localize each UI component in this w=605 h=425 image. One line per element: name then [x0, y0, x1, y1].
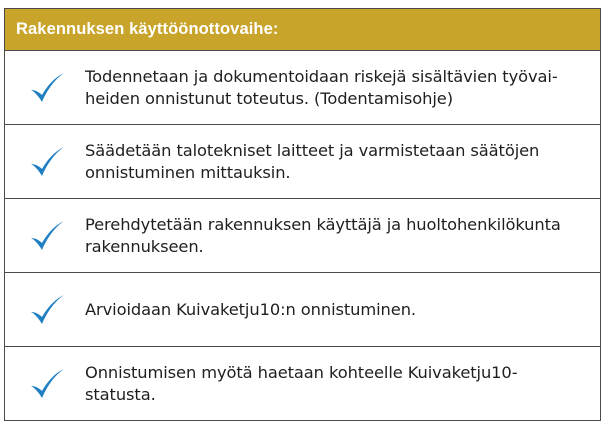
checklist-item-line: Todennetaan ja dokumentoidaan riskejä sisältävien työvai-	[85, 66, 558, 86]
checklist-item-line: rakennukseen.	[85, 236, 204, 256]
checkmark-icon	[27, 216, 67, 256]
checklist-item-text	[85, 362, 585, 406]
checklist-item	[5, 272, 600, 346]
checklist-item-line: Säädetään talotekniset laitteet ja varmistetaan säätöjen	[85, 140, 540, 160]
checklist-item-line: Onnistumisen myötä haetaan kohteelle Kuivaketju10-	[85, 362, 518, 382]
checklist-item	[5, 124, 600, 198]
checklist-item-line: onnistuminen mittauksin.	[85, 162, 291, 182]
checklist-item-text	[85, 140, 585, 184]
checklist-item-text	[85, 214, 585, 258]
checklist-item-text	[85, 299, 585, 321]
checkmark-icon	[27, 364, 67, 404]
checklist-item-line: statusta.	[85, 384, 156, 404]
checkmark-icon	[27, 68, 67, 108]
checklist-item	[5, 50, 600, 124]
checkmark-icon	[27, 142, 67, 182]
checklist-item-line: heiden onnistunut toteutus. (Todentamisohje)	[85, 88, 453, 108]
checklist-item	[5, 198, 600, 272]
checklist-item	[5, 346, 600, 420]
checkmark-icon	[27, 290, 67, 330]
checklist-item-line: Perehdytetään rakennuksen käyttäjä ja huoltohenkilökunta	[85, 214, 561, 234]
checklist-item-text	[85, 66, 585, 110]
checklist-item-line: Arvioidaan Kuivaketju10:n onnistuminen.	[85, 299, 416, 319]
checklist-header: Rakennuksen käyttöönottovaihe:	[5, 9, 600, 50]
checklist-panel	[4, 8, 601, 421]
